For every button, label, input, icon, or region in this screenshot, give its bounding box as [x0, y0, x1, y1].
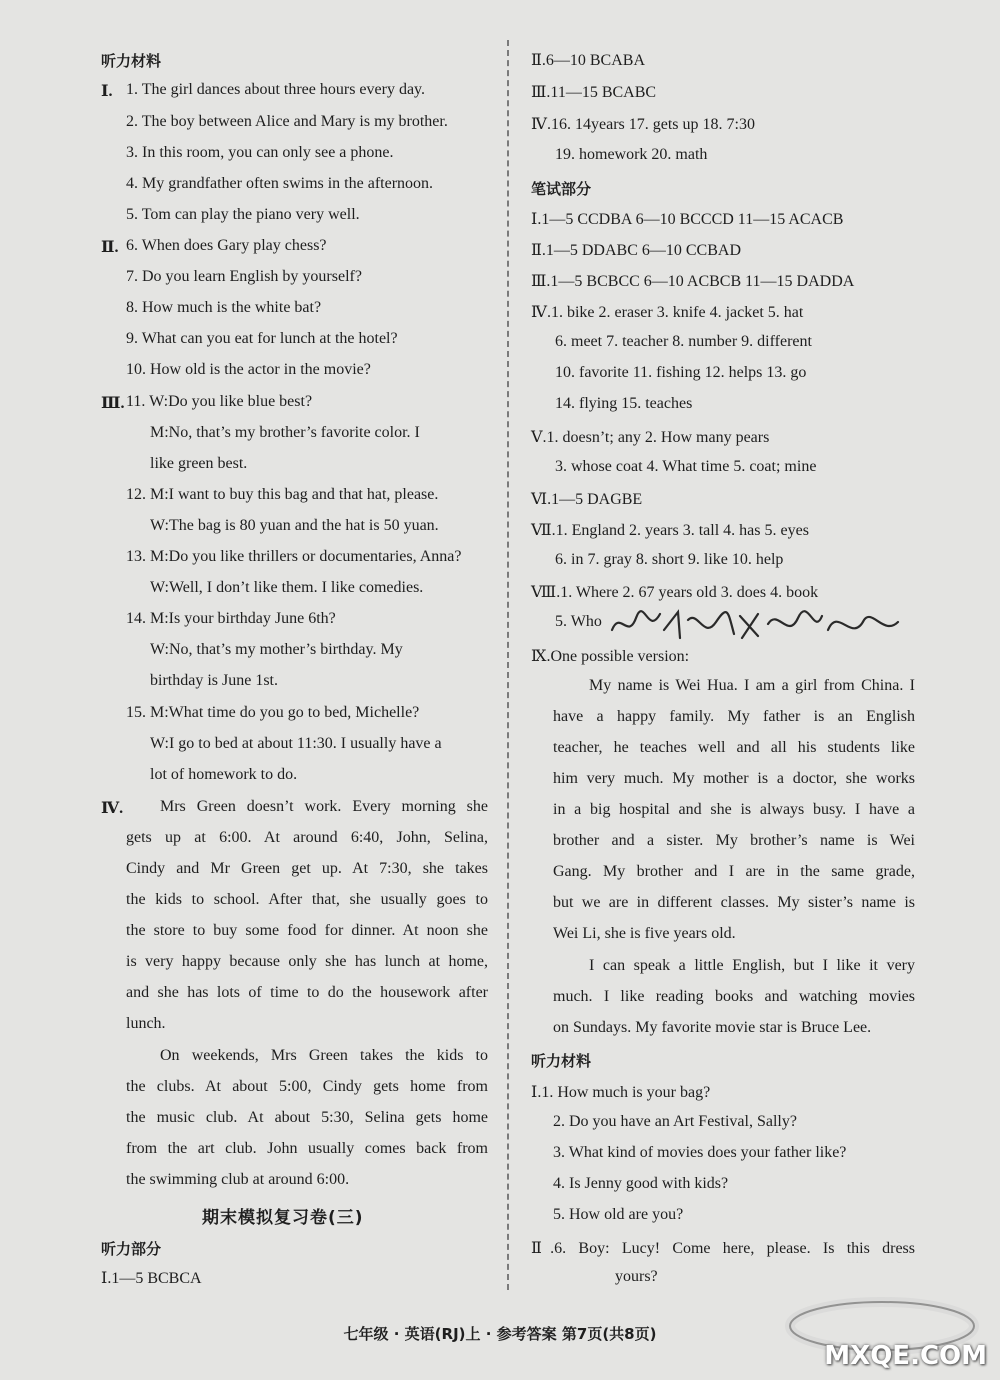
- listening-material-title-2: 听力材料: [531, 1052, 592, 1070]
- dialogue-line: 13. M:Do you like thrillers or documentaries, Anna?: [126, 548, 462, 565]
- answer-line: Ⅴ.1. doesn’t; any 2. How many pears: [531, 429, 770, 446]
- answer-line: 5. Who: [555, 613, 602, 630]
- listening-line: 8. How much is the white bat?: [126, 299, 322, 316]
- passage-line: the swimming club at around 6:00.: [126, 1171, 350, 1188]
- answer-line: 3. whose coat 4. What time 5. coat; mine: [555, 458, 817, 475]
- passage-line: the store to buy some food for dinner. At noon she: [126, 922, 488, 939]
- answer-line: 6. in 7. gray 8. short 9. like 10. help: [555, 551, 784, 568]
- listening-line: Ⅰ.1. How much is your bag?: [531, 1084, 711, 1101]
- answer-line: Ⅱ.6—10 BCABA: [531, 52, 645, 69]
- section-II-label: Ⅱ.: [101, 239, 119, 256]
- answer-line: Ⅷ.1. Where 2. 67 years old 3. does 4. book: [531, 584, 819, 601]
- essay-line: Gang. My brother and I are in the same grade,: [553, 863, 915, 880]
- answer-line: Ⅵ.1—5 DAGBE: [531, 491, 643, 508]
- answer-line: 10. favorite 11. fishing 12. helps 13. go: [555, 364, 807, 381]
- answer-line: Ⅰ.1—5 BCBCA: [101, 1270, 202, 1287]
- passage-line: lunch.: [126, 1015, 166, 1032]
- passage-line: On weekends, Mrs Green takes the kids to: [160, 1047, 488, 1064]
- answer-line: 6. meet 7. teacher 8. number 9. different: [555, 333, 812, 350]
- essay-label: Ⅸ.One possible version:: [531, 648, 690, 665]
- listening-line: 3. In this room, you can only see a phone.: [126, 144, 394, 161]
- watermark-logo: [770, 1290, 995, 1375]
- passage-line: is very happy because only she has lunch at home,: [126, 953, 488, 970]
- section-IV-label: Ⅳ.: [101, 800, 124, 817]
- passage-line: and she has lots of time to do the housework after: [126, 984, 488, 1001]
- essay-line: him very much. My mother is a doctor, she works: [553, 770, 915, 787]
- essay-line: My name is Wei Hua. I am a girl from China. I: [589, 677, 915, 694]
- listening-line: 10. How old is the actor in the movie?: [126, 361, 371, 378]
- section-I-label: Ⅰ.: [101, 83, 113, 100]
- essay-line: teacher, he teaches well and all his students like: [553, 739, 915, 756]
- passage-line: Mrs Green doesn’t work. Every morning she: [160, 798, 488, 815]
- essay-line: on Sundays. My favorite movie star is Bruce Lee.: [553, 1019, 872, 1036]
- essay-line: much. I like reading books and watching movies: [553, 988, 915, 1005]
- answer-line: 19. homework 20. math: [555, 146, 708, 163]
- passage-line: the music club. At about 5:30, Selina gets home: [126, 1109, 488, 1126]
- answer-line: Ⅲ.1—5 BCBCC 6—10 ACBCB 11—15 DADDA: [531, 273, 855, 290]
- dialogue-line: like green best.: [150, 455, 248, 472]
- listening-line: 5. Tom can play the piano very well.: [126, 206, 360, 223]
- listening-line: 4. My grandfather often swims in the afternoon.: [126, 175, 434, 192]
- essay-line: in a big hospital and she is always busy. I have a: [553, 801, 915, 818]
- answer-line: Ⅱ.1—5 DDABC 6—10 CCBAD: [531, 242, 742, 259]
- dialogue-line: M:No, that’s my brother’s favorite color. I: [150, 424, 420, 441]
- answer-line: Ⅳ.1. bike 2. eraser 3. knife 4. jacket 5. hat: [531, 304, 804, 321]
- column-divider: [507, 40, 509, 1290]
- answer-line: Ⅳ.16. 14years 17. gets up 18. 7:30: [531, 116, 755, 133]
- listening-line: 9. What can you eat for lunch at the hotel?: [126, 330, 398, 347]
- answer-line: Ⅰ.1—5 CCDBA 6—10 BCCCD 11—15 ACACB: [531, 211, 844, 228]
- passage-line: the clubs. At about 5:00, Cindy gets home from: [126, 1078, 488, 1095]
- page-footer: 七年级 · 英语(RJ)上 · 参考答案 第7页(共8页): [343, 1325, 657, 1343]
- dialogue-line: W:I go to bed at about 11:30. I usually have a: [150, 735, 442, 752]
- passage-line: gets up at 6:00. At around 6:40, John, Selina,: [126, 829, 488, 846]
- dialogue-line: W:No, that’s my mother’s birthday. My: [150, 641, 403, 658]
- dialogue-line: W:Well, I don’t like them. I like comedies.: [150, 579, 424, 596]
- listening-material-title: 听力材料: [101, 52, 162, 70]
- dialogue-line: W:The bag is 80 yuan and the hat is 50 yuan.: [150, 517, 439, 534]
- answer-line: 14. flying 15. teaches: [555, 395, 693, 412]
- passage-line: from the art club. John usually comes back from: [126, 1140, 488, 1157]
- listening-line: 3. What kind of movies does your father like?: [553, 1144, 847, 1161]
- dialogue-line: birthday is June 1st.: [150, 672, 278, 689]
- passage-line: Cindy and Mr Green get up. At 7:30, she takes: [126, 860, 488, 877]
- answer-line: Ⅶ.1. England 2. years 3. tall 4. has 5. eyes: [531, 522, 809, 539]
- section-III-label: Ⅲ.: [101, 395, 125, 412]
- handwritten-scribble: [608, 600, 908, 648]
- dialogue-line: 15. M:What time do you go to bed, Michelle?: [126, 704, 420, 721]
- listening-line: yours?: [615, 1268, 658, 1285]
- listening-line: 5. How old are you?: [553, 1206, 684, 1223]
- essay-line: I can speak a little English, but I like it very: [589, 957, 915, 974]
- listening-line: 4. Is Jenny good with kids?: [553, 1175, 729, 1192]
- essay-line: but we are in different classes. My sister’s name is: [553, 894, 915, 911]
- essay-line: brother and a sister. My brother’s name is Wei: [553, 832, 915, 849]
- watermark-text: MXQE.COM: [824, 1341, 987, 1371]
- listening-line: Ⅱ.6. Boy: Lucy! Come here, please. Is this dress: [531, 1240, 915, 1257]
- essay-line: Wei Li, she is five years old.: [553, 925, 736, 942]
- written-part-title: 笔试部分: [531, 180, 592, 198]
- listening-line: 7. Do you learn English by yourself?: [126, 268, 362, 285]
- dialogue-line: lot of homework to do.: [150, 766, 298, 783]
- dialogue-line: 14. M:Is your birthday June 6th?: [126, 610, 336, 627]
- listening-line: 1. The girl dances about three hours every day.: [126, 81, 426, 98]
- listening-line: 2. The boy between Alice and Mary is my brother.: [126, 113, 448, 130]
- answer-line: Ⅲ.11—15 BCABC: [531, 84, 657, 101]
- essay-line: have a happy family. My father is an English: [553, 708, 915, 725]
- exam-title: 期末模拟复习卷(三): [202, 1208, 364, 1228]
- listening-line: 2. Do you have an Art Festival, Sally?: [553, 1113, 797, 1130]
- listening-line: 6. When does Gary play chess?: [126, 237, 327, 254]
- dialogue-line: 11. W:Do you like blue best?: [126, 393, 313, 410]
- passage-line: the kids to school. After that, she usually goes to: [126, 891, 488, 908]
- listening-part-title: 听力部分: [101, 1240, 162, 1258]
- dialogue-line: 12. M:I want to buy this bag and that hat, please.: [126, 486, 439, 503]
